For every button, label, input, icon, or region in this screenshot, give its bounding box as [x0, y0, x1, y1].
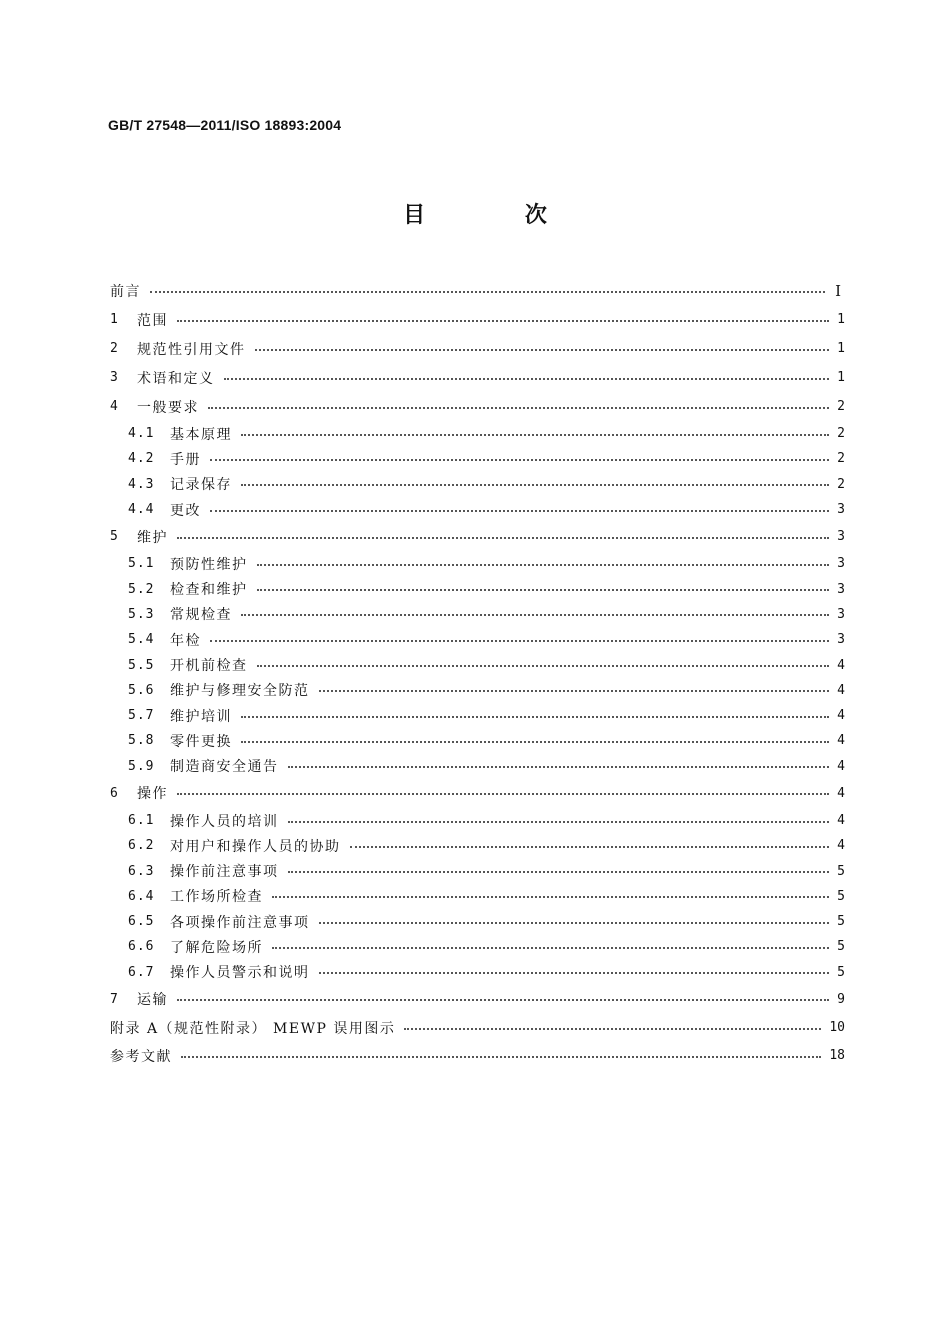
- toc-entry-page: 4: [837, 682, 845, 698]
- toc-entry-number: 5.8: [128, 733, 155, 749]
- dot-leader: [241, 716, 829, 718]
- toc-entry[interactable]: [110, 833, 845, 858]
- toc-entry-page: 18: [829, 1048, 845, 1064]
- toc-entry-page: 2: [837, 451, 845, 467]
- toc-entry-label: 操作: [137, 786, 168, 803]
- dot-leader: [319, 972, 830, 974]
- toc-entry-label: 规范性引用文件: [137, 341, 246, 358]
- toc-entry[interactable]: [110, 472, 845, 497]
- toc-entry-page: 3: [837, 502, 845, 518]
- dot-leader: [210, 510, 829, 512]
- dot-leader: [177, 793, 829, 795]
- toc-entry-page: 4: [837, 785, 845, 801]
- toc-entry-number: 6.3: [128, 863, 155, 879]
- toc-entry-number: 6.7: [128, 964, 155, 980]
- toc-entry-page: Ⅰ: [835, 281, 841, 300]
- toc-entry-page: 5: [837, 914, 845, 930]
- dot-leader: [257, 564, 830, 566]
- toc-entry[interactable]: [110, 276, 845, 305]
- toc-entry-number: 5.5: [128, 657, 155, 673]
- toc-entry-page: 3: [837, 529, 845, 545]
- toc-entry-label: 基本原理: [170, 426, 232, 443]
- toc-entry-label: 开机前检查: [170, 658, 248, 675]
- dot-leader: [208, 407, 829, 409]
- toc-entry-label: 对用户和操作人员的协助: [170, 838, 341, 855]
- toc-entry-number: 6.4: [128, 888, 155, 904]
- dot-leader: [288, 821, 830, 823]
- toc-entry[interactable]: [110, 678, 845, 703]
- toc-entry-label: 维护培训: [170, 708, 232, 725]
- toc-entry-number: 5.9: [128, 758, 155, 774]
- toc-entry-label: 运输: [137, 992, 168, 1009]
- toc-entry-number: 4.1: [128, 426, 155, 442]
- dot-leader: [319, 690, 830, 692]
- toc-entry-label: 工作场所检查: [170, 889, 263, 906]
- toc-entry[interactable]: [110, 960, 845, 985]
- dot-leader: [255, 349, 830, 351]
- toc-entry[interactable]: [110, 602, 845, 627]
- toc-entry-page: 3: [837, 556, 845, 572]
- toc-entry[interactable]: [110, 1042, 845, 1070]
- page-title: 目 次: [403, 203, 593, 228]
- toc-entry-page: 1: [837, 341, 845, 356]
- toc-entry-number: 7: [110, 991, 119, 1007]
- toc-entry-label: 操作人员的培训: [170, 813, 279, 830]
- toc-entry[interactable]: [110, 652, 845, 677]
- toc-entry[interactable]: [110, 884, 845, 909]
- toc-entry-label: 维护: [137, 529, 168, 546]
- toc-entry[interactable]: [110, 627, 845, 652]
- toc-entry-page: 2: [837, 476, 845, 492]
- toc-entry-page: 2: [837, 399, 845, 414]
- toc-entry-label: 预防性维护: [170, 556, 248, 573]
- toc-entry-number: 4.2: [128, 451, 155, 467]
- toc-entry-label: 常规检查: [170, 607, 232, 624]
- toc-entry[interactable]: [110, 522, 845, 551]
- toc-entry-page: 3: [837, 581, 845, 597]
- toc-entry[interactable]: [110, 363, 845, 392]
- toc-entry-number: 6: [110, 785, 119, 801]
- toc-entry-label: 记录保存: [170, 477, 232, 494]
- toc-entry-label: 手册: [170, 451, 201, 468]
- table-of-contents: [110, 276, 845, 1070]
- toc-entry[interactable]: [110, 985, 845, 1014]
- dot-leader: [241, 484, 829, 486]
- toc-entry[interactable]: [110, 934, 845, 959]
- toc-entry-number: 2: [110, 341, 119, 356]
- dot-leader: [241, 434, 829, 436]
- dot-leader: [288, 871, 830, 873]
- toc-entry-page: 1: [837, 312, 845, 327]
- dot-leader: [241, 614, 829, 616]
- toc-entry[interactable]: [110, 728, 845, 753]
- toc-entry-label: 一般要求: [137, 399, 199, 416]
- dot-leader: [181, 1056, 821, 1058]
- dot-leader: [350, 846, 830, 848]
- toc-entry[interactable]: [110, 779, 845, 808]
- toc-entry[interactable]: [110, 392, 845, 421]
- toc-entry-page: 4: [837, 758, 845, 774]
- toc-entry-page: 10: [829, 1020, 845, 1036]
- toc-entry[interactable]: [110, 703, 845, 728]
- toc-entry[interactable]: [110, 858, 845, 883]
- toc-entry-number: 5.7: [128, 708, 155, 724]
- toc-entry-label: 前言: [110, 283, 141, 300]
- dot-leader: [288, 766, 830, 768]
- toc-entry-number: 5.4: [128, 632, 155, 648]
- toc-entry-label: 术语和定义: [137, 370, 215, 387]
- toc-entry-label: 参考文献: [110, 1048, 172, 1065]
- dot-leader: [257, 665, 830, 667]
- dot-leader: [272, 947, 829, 949]
- dot-leader: [224, 378, 830, 380]
- toc-entry-page: 4: [837, 813, 845, 828]
- toc-entry-label: 零件更换: [170, 733, 232, 750]
- toc-entry-page: 5: [837, 964, 845, 980]
- toc-entry-label: 年检: [170, 632, 201, 649]
- toc-entry-page: 5: [837, 939, 845, 955]
- toc-entry-label: 制造商安全通告: [170, 759, 279, 776]
- dot-leader: [319, 922, 830, 924]
- toc-entry-page: 4: [837, 657, 845, 673]
- toc-entry-number: 1: [110, 312, 119, 327]
- toc-entry-label: 操作人员警示和说明: [170, 965, 310, 982]
- toc-entry[interactable]: [110, 446, 845, 471]
- toc-entry-page: 9: [837, 991, 845, 1007]
- toc-entry-number: 5.6: [128, 682, 155, 698]
- toc-entry-label: 了解危险场所: [170, 939, 263, 956]
- toc-entry-page: 4: [837, 838, 845, 854]
- toc-entry-label: 检查和维护: [170, 582, 248, 599]
- toc-entry[interactable]: [110, 305, 845, 334]
- toc-entry-page: 5: [837, 863, 845, 879]
- toc-entry[interactable]: [110, 909, 845, 934]
- toc-entry-number: 5: [110, 529, 119, 545]
- toc-entry-page: 5: [837, 888, 845, 904]
- toc-entry-page: 1: [837, 370, 845, 385]
- toc-entry-number: 6.1: [128, 813, 155, 828]
- toc-entry-number: 4.3: [128, 476, 155, 492]
- toc-entry-number: 5.2: [128, 581, 155, 597]
- toc-entry-label: 更改: [170, 502, 201, 519]
- dot-leader: [257, 589, 830, 591]
- toc-entry[interactable]: [110, 497, 845, 522]
- standard-number: GB/T 27548—2011/ISO 18893:2004: [108, 117, 342, 133]
- toc-entry-number: 5.3: [128, 606, 155, 622]
- toc-entry-number: 6.6: [128, 939, 155, 955]
- dot-leader: [272, 896, 829, 898]
- toc-entry[interactable]: [110, 808, 845, 833]
- toc-entry-page: 3: [837, 606, 845, 622]
- toc-entry-page: 4: [837, 708, 845, 724]
- toc-entry-number: 6.5: [128, 914, 155, 930]
- toc-entry[interactable]: [110, 754, 845, 779]
- toc-entry-page: 4: [837, 733, 845, 749]
- toc-entry[interactable]: [110, 551, 845, 576]
- toc-entry-page: 3: [837, 632, 845, 648]
- toc-entry-number: 4: [110, 399, 119, 414]
- toc-entry-number: 6.2: [128, 838, 155, 854]
- toc-entry-label: 各项操作前注意事项: [170, 914, 310, 931]
- dot-leader: [210, 640, 829, 642]
- toc-entry-label: 范围: [137, 312, 168, 329]
- dot-leader: [177, 999, 829, 1001]
- toc-entry-page: 2: [837, 426, 845, 442]
- toc-entry[interactable]: [110, 576, 845, 601]
- toc-entry-number: 5.1: [128, 556, 155, 572]
- dot-leader: [241, 741, 829, 743]
- dot-leader: [177, 537, 829, 539]
- toc-entry-label: 维护与修理安全防范: [170, 683, 310, 700]
- dot-leader: [210, 459, 829, 461]
- toc-entry-number: 4.4: [128, 502, 155, 518]
- dot-leader: [404, 1028, 821, 1030]
- dot-leader: [177, 320, 829, 322]
- toc-entry-label: 附录 A（规范性附录） MEWP 误用图示: [110, 1020, 396, 1037]
- toc-entry-label: 操作前注意事项: [170, 864, 279, 881]
- dot-leader: [150, 291, 825, 293]
- toc-entry[interactable]: [110, 334, 845, 363]
- toc-entry-number: 3: [110, 370, 119, 385]
- toc-entry[interactable]: [110, 1014, 845, 1042]
- toc-entry[interactable]: [110, 421, 845, 446]
